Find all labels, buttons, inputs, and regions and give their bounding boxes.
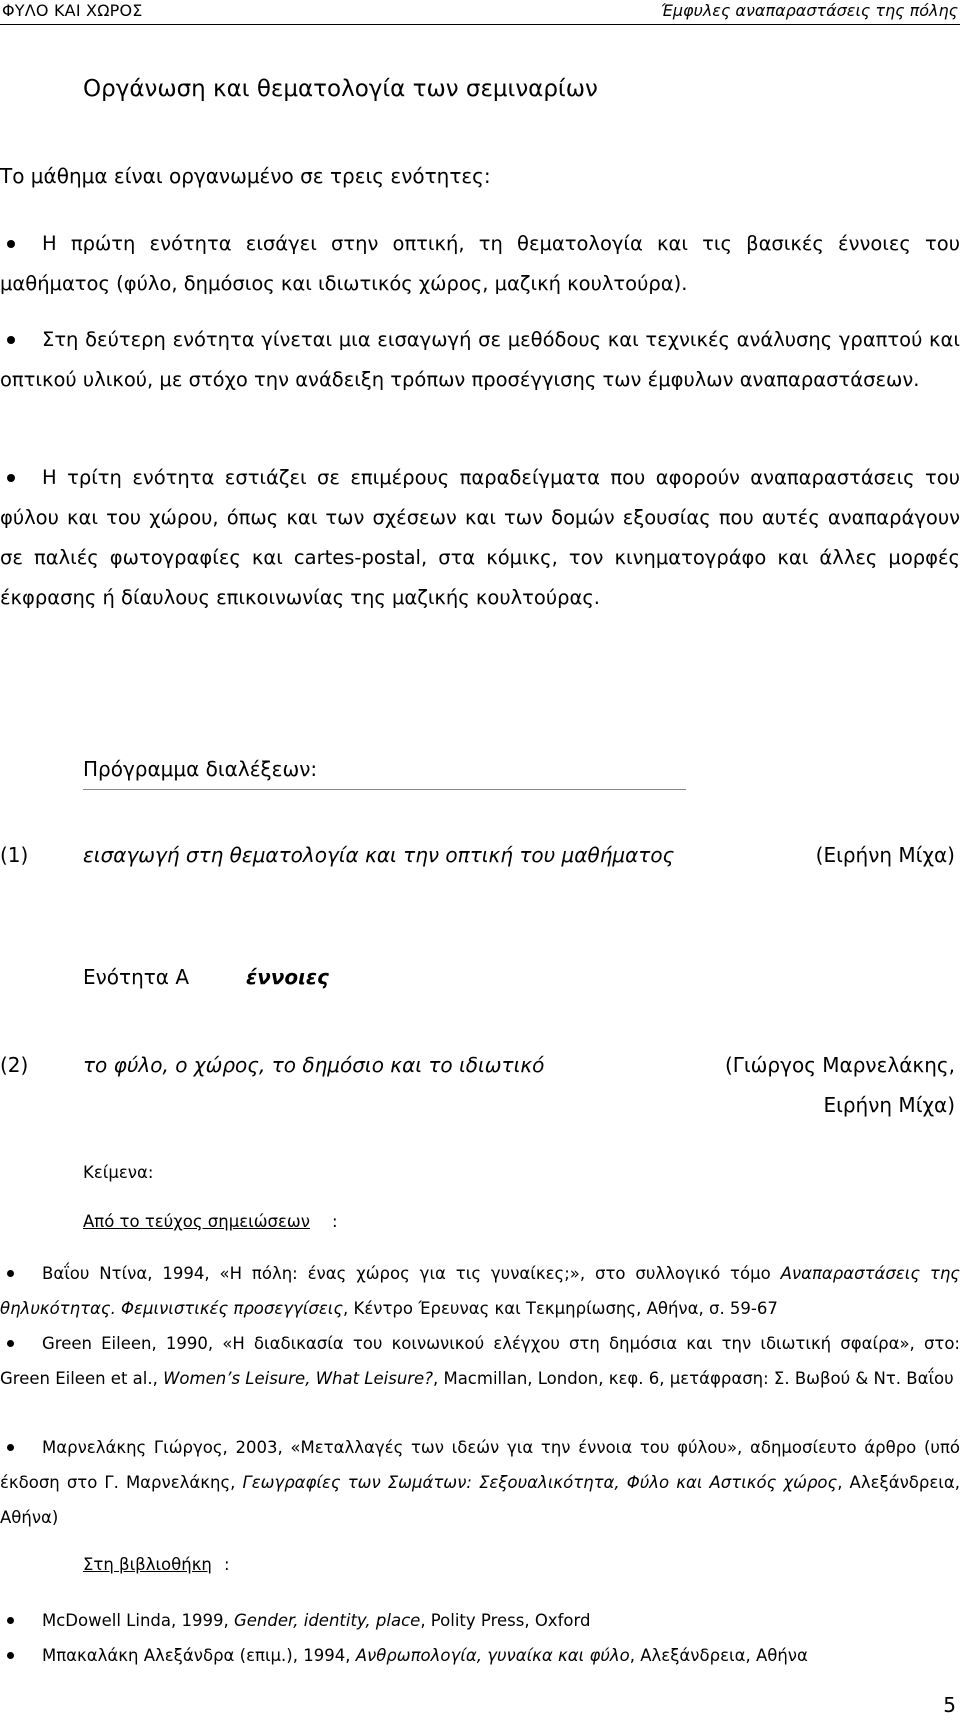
header-rule [0, 24, 960, 25]
ref-text: , Polity Press, Oxford [420, 1611, 591, 1630]
ref-work-title: Γεωγραφίες των Σωμάτων: Σεξουαλικότητα, Φύλο και Αστικός χώρος [242, 1473, 838, 1492]
lecture-2-lecturer-line2: Ειρήνη Μίχα) [823, 1093, 955, 1117]
ref-text: Βαΐου Ντίνα, 1994, «Η πόλη: ένας χώρος για τις γυναίκες;», στο συλλογικό τόμο [42, 1264, 781, 1283]
unit-text-2: Στη δεύτερη ενότητα γίνεται μια εισαγωγή σε μεθόδους και τεχνικές ανάλυσης γραπτού και οπτικού υλικού, με στόχο την ανάδειξη τρόπων προσέγγισης των έμφυλων αναπαραστάσεων. [0, 328, 960, 391]
notes-colon: : [332, 1212, 338, 1231]
notes-subheading [83, 1212, 310, 1231]
library-label: Στη βιβλιοθήκη [83, 1555, 212, 1574]
library-subheading [83, 1555, 212, 1574]
lecture-1-title: εισαγωγή στη θεματολογία και την οπτική του μαθήματος [83, 843, 675, 867]
program-title-rule [83, 789, 686, 790]
library-ref-2-text [0, 1638, 960, 1673]
ref-text: Μπακαλάκη Αλεξάνδρα (επιμ.), 1994, [42, 1646, 356, 1665]
ref-text: , Αλεξάνδρεια, Αθήνα) [0, 1473, 960, 1527]
ref-work-title: Women’s Leisure, What Leisure? [163, 1369, 433, 1388]
intro-text: Το μάθημα είναι οργανωμένο σε τρεις ενότητες: [0, 164, 491, 188]
notes-ref-1-text [0, 1256, 960, 1326]
lecture-1-number: (1) [0, 843, 29, 867]
ref-text: Μαρνελάκης Γιώργος, 2003, «Μεταλλαγές των ιδεών για την έννοια του φύλου», αδημοσίευτο άρθρο (υπό έκδοση στο Γ. Μαρνελάκης, [0, 1438, 960, 1492]
lecture-2-lecturer-line1: (Γιώργος Μαρνελάκης, [724, 1053, 955, 1077]
page-number: 5 [943, 1693, 956, 1717]
ref-work-title: Ανθρωπολογία, γυναίκα και φύλο [355, 1646, 630, 1665]
notes-ref-2-text [0, 1326, 960, 1396]
library-ref-1-text [0, 1603, 960, 1638]
ref-work-title: Αναπαραστάσεις της θηλυκότητας. Φεμινιστικές προσεγγίσεις [0, 1264, 960, 1318]
section-title: Οργάνωση και θεματολογία των σεμιναρίων [83, 76, 598, 102]
texts-label: Κείμενα: [83, 1163, 154, 1182]
lecture-2-title: το φύλο, ο χώρος, το δημόσιο και το ιδιωτικό [83, 1053, 545, 1077]
notes-ref-3-text [0, 1430, 960, 1535]
program-title: Πρόγραμμα διαλέξεων: [83, 757, 318, 781]
header-left-title: ΦΥΛΟ ΚΑΙ ΧΩΡΟΣ [2, 1, 143, 20]
ref-work-title: Gender, identity, place [233, 1611, 421, 1630]
library-colon: : [224, 1555, 230, 1574]
header-right-title: Έμφυλες αναπαραστάσεις της πόλης [660, 1, 958, 20]
ref-text: , Macmillan, London, κεφ. 6, μετάφραση: Σ. Βωβού & Ντ. Βαΐου [432, 1369, 954, 1388]
unit-a-name: έννοιες [246, 965, 329, 989]
unit-a-label: Ενότητα Α [83, 965, 190, 989]
ref-text: , Αλεξάνδρεια, Αθήνα [629, 1646, 808, 1665]
lecture-2-number: (2) [0, 1053, 29, 1077]
ref-text: Green Eileen, 1990, «Η διαδικασία του κοινωνικού ελέγχου στη δημόσια και την ιδιωτική σφαίρα», στο: Green Eileen et al., [0, 1334, 960, 1388]
unit-text-1: Η πρώτη ενότητα εισάγει στην οπτική, τη θεματολογία και τις βασικές έννοιες του μαθήματος (φύλο, δημόσιος και ιδιωτικός χώρος, μαζική κουλτούρα). [0, 232, 960, 295]
ref-text: , Κέντρο Έρευνας και Τεκμηρίωσης, Αθήνα, σ. 59-67 [343, 1299, 778, 1318]
unit-text-3: Η τρίτη ενότητα εστιάζει σε επιμέρους παραδείγματα που αφορούν αναπαραστάσεις του φύλου και του χώρου, όπως και των σχέσεων και των δομών εξουσίας που αυτές αναπαράγουν σε παλιές φωτογραφίες και cartes-postal, στα κόμικς, τον κινηματογράφο και άλλες μορφές έκφρασης ή δίαυλους επικοινωνίας της μαζικής κουλτούρας. [0, 466, 960, 609]
notes-label: Από το τεύχος σημειώσεων [83, 1212, 310, 1231]
ref-text: McDowell Linda, 1999, [42, 1611, 234, 1630]
lecture-1-lecturer: (Ειρήνη Μίχα) [815, 843, 955, 867]
